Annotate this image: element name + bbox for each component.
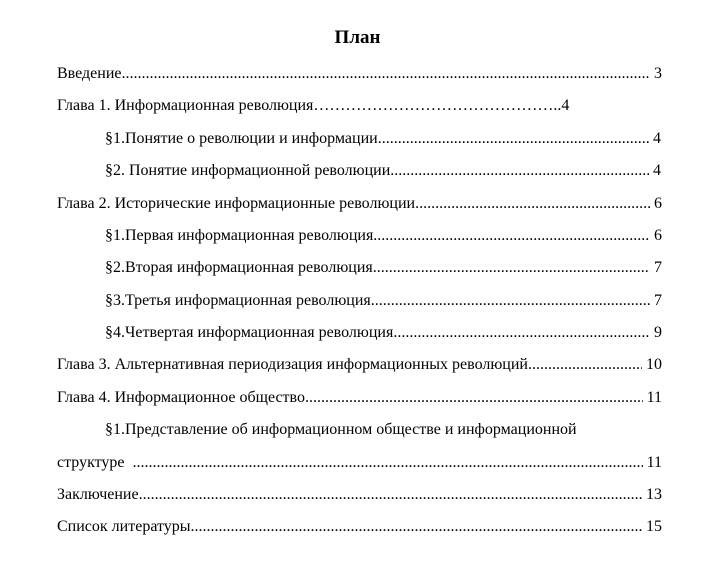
toc-dot-leader — [373, 258, 650, 278]
toc-entry-chapter-4 — [57, 388, 662, 408]
toc-dot-leader — [528, 355, 642, 375]
toc-entry-label: Заключение — [57, 486, 139, 503]
toc-entry-chapter-1 — [57, 96, 660, 116]
toc-page-number: 15 — [646, 518, 662, 535]
toc-page-number: 6 — [654, 227, 662, 244]
toc-entry-ch1-section-2 — [105, 161, 661, 181]
toc-entry-label: §4.Четвертая информационная революция — [105, 324, 394, 341]
toc-page-number: 6 — [654, 195, 662, 212]
toc-entry-ch4-section-1-continued — [57, 453, 662, 473]
toc-entry-label: §3.Третья информационная революция — [105, 292, 371, 309]
toc-entry-label: §2.Вторая информационная революция — [105, 259, 373, 276]
toc-entry-chapter-2 — [57, 194, 662, 214]
toc-dot-leader — [390, 161, 649, 181]
toc-entry-label: Список литературы — [57, 518, 191, 535]
page-title: План — [334, 27, 381, 48]
toc-entry-references — [57, 517, 662, 537]
toc-entry-chapter-3 — [57, 355, 662, 375]
toc-dot-leader — [373, 226, 650, 246]
toc-page-number: 4 — [561, 97, 570, 114]
toc-entry-label: структуре — [57, 454, 133, 471]
toc-page-number: 9 — [654, 324, 662, 341]
toc-dot-leader — [393, 323, 650, 343]
toc-page-number: 3 — [654, 65, 662, 82]
toc-dot-leader — [126, 64, 651, 84]
toc-entry-ch2-section-2 — [105, 258, 662, 278]
toc-dot-leader — [133, 453, 643, 473]
toc-entry-label: §1.Понятие о революции и информации — [105, 130, 378, 147]
toc-dot-leader — [191, 517, 642, 537]
toc-page-number: 7 — [654, 292, 662, 309]
toc-dot-leader — [419, 194, 650, 214]
toc-entry-ch2-section-3 — [105, 291, 662, 311]
toc-page-number: 10 — [646, 356, 662, 373]
toc-page-number: 4 — [653, 130, 661, 147]
toc-entry-label: Глава 3. Альтернативная периодизация информационных революций — [57, 356, 528, 373]
toc-page-number: 11 — [646, 454, 662, 471]
toc-page-number: 11 — [646, 389, 662, 406]
toc-entry-label: Введение. — [57, 65, 126, 82]
toc-dot-leader — [371, 291, 650, 311]
toc-dot-leader — [378, 129, 649, 149]
toc-page-number: 13 — [646, 486, 662, 503]
toc-entry-ch4-section-1 — [105, 420, 665, 440]
toc-entry-label: §1.Первая информационная революция — [105, 227, 374, 244]
toc-entry-label: Глава 2. Исторические информационные революции. — [57, 195, 420, 212]
toc-dot-leader — [139, 485, 642, 505]
toc-entry-label: §1.Представление об информационном обществе и информационной — [105, 421, 577, 438]
toc-entry-ch2-section-4 — [105, 323, 662, 343]
toc-entry-label: Глава 4. Информационное общество — [57, 389, 305, 406]
toc-entry-introduction — [57, 64, 662, 84]
toc-page-number: 4 — [653, 162, 661, 179]
toc-entry-label: Глава 1. Информационная революция……………………………………….. — [57, 97, 562, 114]
toc-entry-ch2-section-1 — [105, 226, 662, 246]
toc-entry-ch1-section-1 — [105, 129, 661, 149]
toc-page-number: 7 — [654, 259, 662, 276]
toc-dot-leader — [305, 388, 643, 408]
toc-entry-conclusion — [57, 485, 662, 505]
toc-entry-label: §2. Понятие информационной революции — [105, 162, 391, 179]
